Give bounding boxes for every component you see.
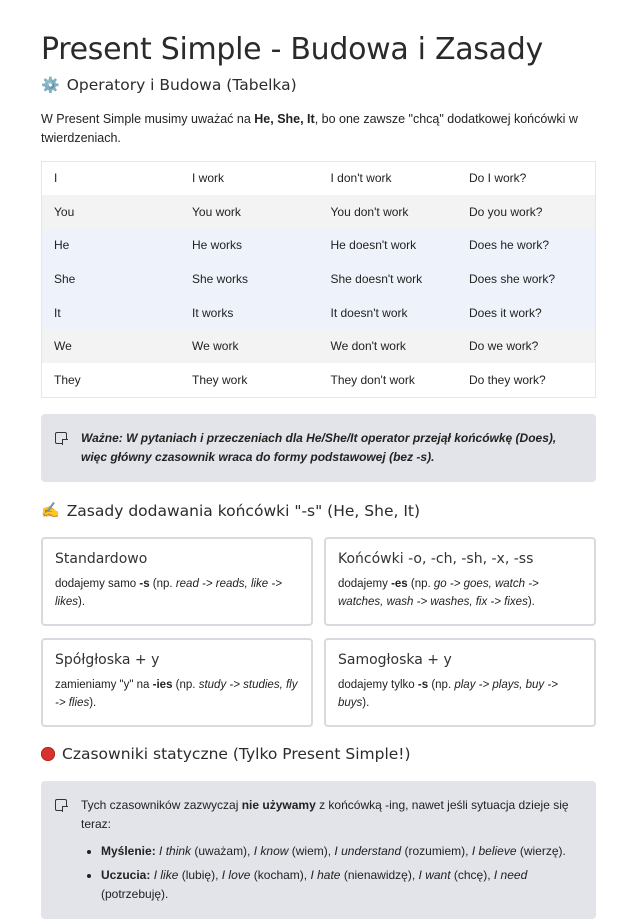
red-circle-icon (41, 747, 55, 761)
table-cell: You don't work (319, 195, 458, 229)
table-row (42, 329, 596, 363)
rules-cards (41, 537, 596, 727)
conjugation-table (41, 161, 596, 398)
table-cell: It doesn't work (319, 296, 458, 330)
page-title: Present Simple - Budowa i Zasady (41, 32, 543, 67)
rule-card-body: dodajemy samo -s (np. read -> reads, like -> likes). (55, 577, 282, 609)
section-heading-stative (41, 745, 596, 763)
table-cell: Do I work? (457, 161, 596, 195)
table-cell: Does she work? (457, 262, 596, 296)
table-row (42, 296, 596, 330)
table-cell: You work (180, 195, 319, 229)
table-cell: He works (180, 229, 319, 263)
intro-paragraph (41, 110, 596, 148)
rule-card-standard (41, 537, 313, 626)
table-cell: She doesn't work (319, 262, 458, 296)
table-cell: We don't work (319, 329, 458, 363)
intro-bold: He, She, It (254, 112, 315, 126)
rule-card-body: dodajemy -es (np. go -> goes, watch -> watches, wash -> washes, fix -> fixes). (338, 577, 539, 609)
rule-card-vowel-y (324, 638, 596, 727)
table-cell: It (42, 296, 181, 330)
gear-icon: ⚙️ (41, 75, 60, 94)
rule-card-title: Standardowo (55, 550, 148, 567)
table-cell: You (42, 195, 181, 229)
table-cell: Do they work? (457, 363, 596, 397)
rule-card-title: Spółgłoska + y (55, 651, 160, 668)
table-cell: Does he work? (457, 229, 596, 263)
table-row (42, 195, 596, 229)
table-cell: She works (180, 262, 319, 296)
rule-card-body: dodajemy tylko -s (np. play -> plays, buy -> buys). (338, 678, 558, 710)
list-item-feelings: • Uczucia: I like (lubię), I love (kocham), I hate (nienawidzę), I want (chcę), I need (potrzebuję). (101, 866, 580, 904)
rule-card-endings (324, 537, 596, 626)
table-cell: She (42, 262, 181, 296)
table-row (42, 363, 596, 397)
note-icon (55, 799, 67, 811)
table-cell: I (42, 161, 181, 195)
section-heading-text: Operatory i Budowa (Tabelka) (66, 76, 297, 94)
important-note-text: Ważne: W pytaniach i przeczeniach dla He/She/It operator przejął końcówkę (Does), więc główny czasownik wraca do formy podstawowej (bez -s). (81, 430, 557, 464)
rule-card-title: Końcówki -o, -ch, -sh, -x, -ss (338, 550, 534, 567)
table-cell: I don't work (319, 161, 458, 195)
table-cell: Does it work? (457, 296, 596, 330)
section-heading-operators (41, 76, 596, 94)
table-cell: They don't work (319, 363, 458, 397)
stative-intro: Tych czasowników zazwyczaj nie używamy z końcówką -ing, nawet jeśli sytuacja dzieje się teraz: (81, 797, 569, 831)
stative-verbs-list (81, 842, 580, 904)
table-cell: They work (180, 363, 319, 397)
table-row (42, 262, 596, 296)
table-cell: We (42, 329, 181, 363)
section-heading-text: Zasady dodawania końcówki "-s" (He, She, It) (66, 501, 421, 520)
important-note (41, 414, 596, 482)
intro-text-end: , bo one zawsze "chcą" dodatkowej końcówki w twierdzeniach. (41, 112, 578, 145)
stative-verbs-note-content (81, 796, 580, 909)
table-cell: We work (180, 329, 319, 363)
table-cell: He (42, 229, 181, 263)
stative-verbs-note (41, 781, 596, 919)
rule-card-title: Samogłoska + y (338, 651, 452, 668)
table-cell: I work (180, 161, 319, 195)
table-cell: Do we work? (457, 329, 596, 363)
list-item-thinking: • Myślenie: I think (uważam), I know (wiem), I understand (rozumiem), I believe (wierzę). (101, 842, 580, 861)
note-icon (55, 432, 67, 444)
intro-text: W Present Simple musimy uważać na (41, 112, 255, 126)
table-cell: It works (180, 296, 319, 330)
table-row (42, 229, 596, 263)
table-row (42, 161, 596, 195)
table-cell: Do you work? (457, 195, 596, 229)
table-cell: He doesn't work (319, 229, 458, 263)
rule-card-consonant-y (41, 638, 313, 727)
table-cell: They (42, 363, 181, 397)
rule-card-body: zamieniamy "y" na -ies (np. study -> studies, fly -> flies). (55, 678, 298, 710)
writing-hand-icon: ✍️ (41, 501, 60, 520)
section-heading-rules (41, 502, 596, 520)
section-heading-text: Czasowniki statyczne (Tylko Present Simple!) (62, 744, 411, 763)
